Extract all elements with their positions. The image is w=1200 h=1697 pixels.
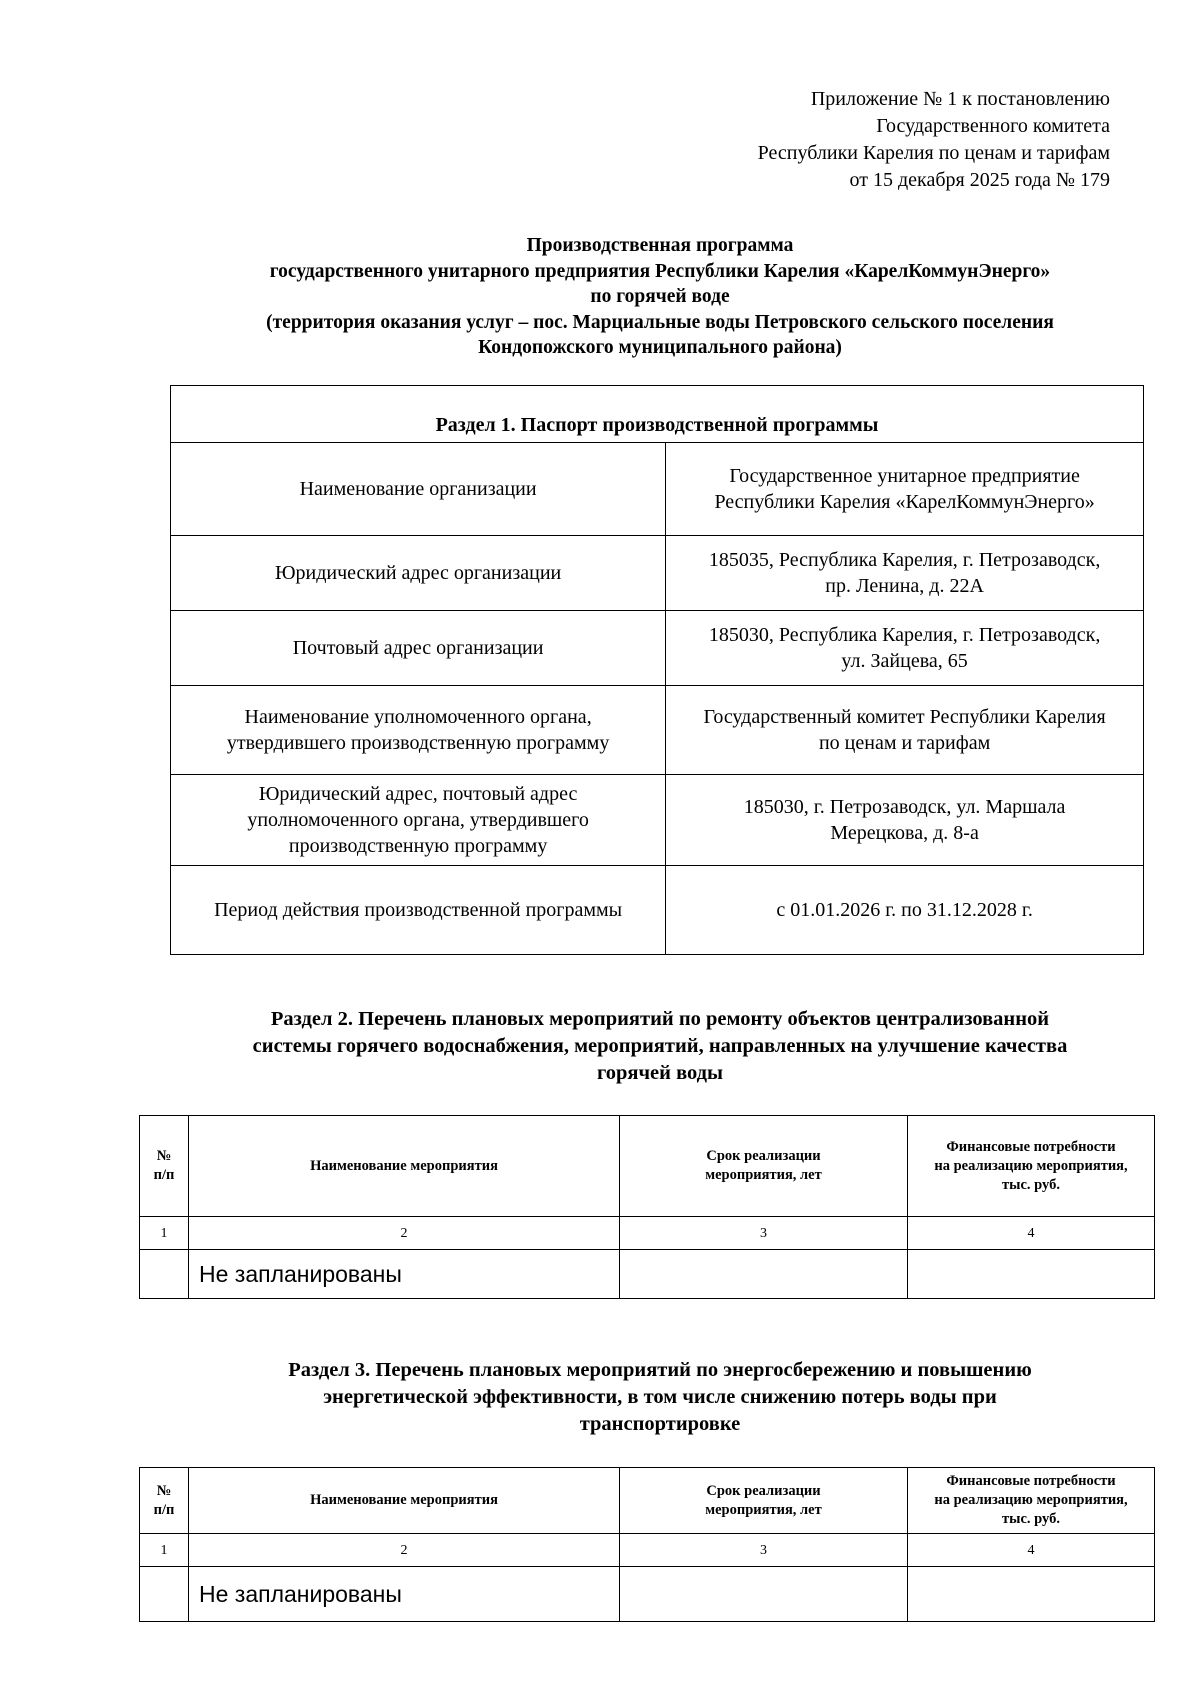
annex-line: Приложение № 1 к постановлению [810, 88, 1110, 110]
passport-label: Наименование уполномоченного органа, утвердившего производственную программу [171, 686, 666, 775]
table-row [171, 443, 1144, 536]
document-title [120, 233, 1200, 361]
table-header-row [140, 1468, 1155, 1534]
passport-value: 185030, г. Петрозаводск, ул. Маршала Мерецкова, д. 8-а [666, 775, 1144, 866]
section3-title: Раздел 3. Перечень плановых мероприятий по энергосбережению и повышению энергетической эффективности, в том числе снижению потерь воды при транспортировке [288, 1359, 1032, 1435]
col-name-header: Наименование мероприятия [189, 1116, 620, 1217]
section2-title: Раздел 2. Перечень плановых мероприятий по ремонту объектов централизованной системы горячего водоснабжения, мероприятий, направленных на улучшение качества горячей воды [252, 1008, 1068, 1084]
col-term-header: Срок реализации мероприятия, лет [620, 1116, 908, 1217]
passport-value: 185030, Республика Карелия, г. Петрозаводск, ул. Зайцева, 65 [666, 611, 1144, 686]
passport-value: Государственное унитарное предприятие Республики Карелия «КарелКоммунЭнерго» [666, 443, 1144, 536]
table-row [171, 536, 1144, 611]
title-line: по горячей воде [590, 286, 730, 307]
table-row [171, 866, 1144, 955]
title-line: государственного унитарного предприятия Республики Карелия «КарелКоммунЭнерго» [269, 260, 1051, 282]
table-row [140, 1250, 1155, 1299]
col-finance-header: Финансовые потребности на реализацию мероприятия, тыс. руб. [908, 1116, 1155, 1217]
table-row [171, 686, 1144, 775]
passport-value: 185035, Республика Карелия, г. Петрозаводск, пр. Ленина, д. 22А [666, 536, 1144, 611]
passport-value: с 01.01.2026 г. по 31.12.2028 г. [666, 866, 1144, 955]
passport-label: Наименование организации [171, 443, 666, 536]
col-finance-header: Финансовые потребности на реализацию мероприятия, тыс. руб. [908, 1468, 1155, 1534]
col-number-header: № п/п [140, 1468, 189, 1534]
annex-line: Государственного комитета [876, 115, 1110, 137]
table-row [140, 1567, 1155, 1622]
passport-label: Юридический адрес организации [171, 536, 666, 611]
section3-table [139, 1467, 1155, 1622]
table-header-row [140, 1116, 1155, 1217]
row-text: Не запланированы [189, 1567, 620, 1622]
title-line: Кондопожского муниципального района) [478, 337, 842, 358]
table-row [171, 775, 1144, 866]
passport-value: Государственный комитет Республики Карелия по ценам и тарифам [666, 686, 1144, 775]
annex-line: от 15 декабря 2025 года № 179 [849, 169, 1110, 191]
passport-label: Почтовый адрес организации [171, 611, 666, 686]
col-number-header: № п/п [140, 1116, 189, 1217]
col-term-header: Срок реализации мероприятия, лет [620, 1468, 908, 1534]
col-name-header: Наименование мероприятия [189, 1468, 620, 1534]
section2-table [139, 1115, 1155, 1299]
column-number-row: 1 2 3 4 [140, 1534, 1155, 1567]
section1-heading: Раздел 1. Паспорт производственной программы [171, 386, 1144, 443]
column-number-row: 1 2 3 4 [140, 1217, 1155, 1250]
title-line: Производственная программа [526, 235, 794, 256]
table-row [171, 611, 1144, 686]
annex-header [590, 86, 1110, 194]
row-text: Не запланированы [189, 1250, 620, 1299]
passport-label: Период действия производственной программы [171, 866, 666, 955]
passport-label: Юридический адрес, почтовый адрес уполномоченного органа, утвердившего производственную программу [171, 775, 666, 866]
annex-line: Республики Карелия по ценам и тарифам [757, 142, 1110, 164]
passport-table [170, 385, 1144, 955]
title-line: (территория оказания услуг – пос. Марциальные воды Петровского сельского поселения [266, 311, 1054, 333]
